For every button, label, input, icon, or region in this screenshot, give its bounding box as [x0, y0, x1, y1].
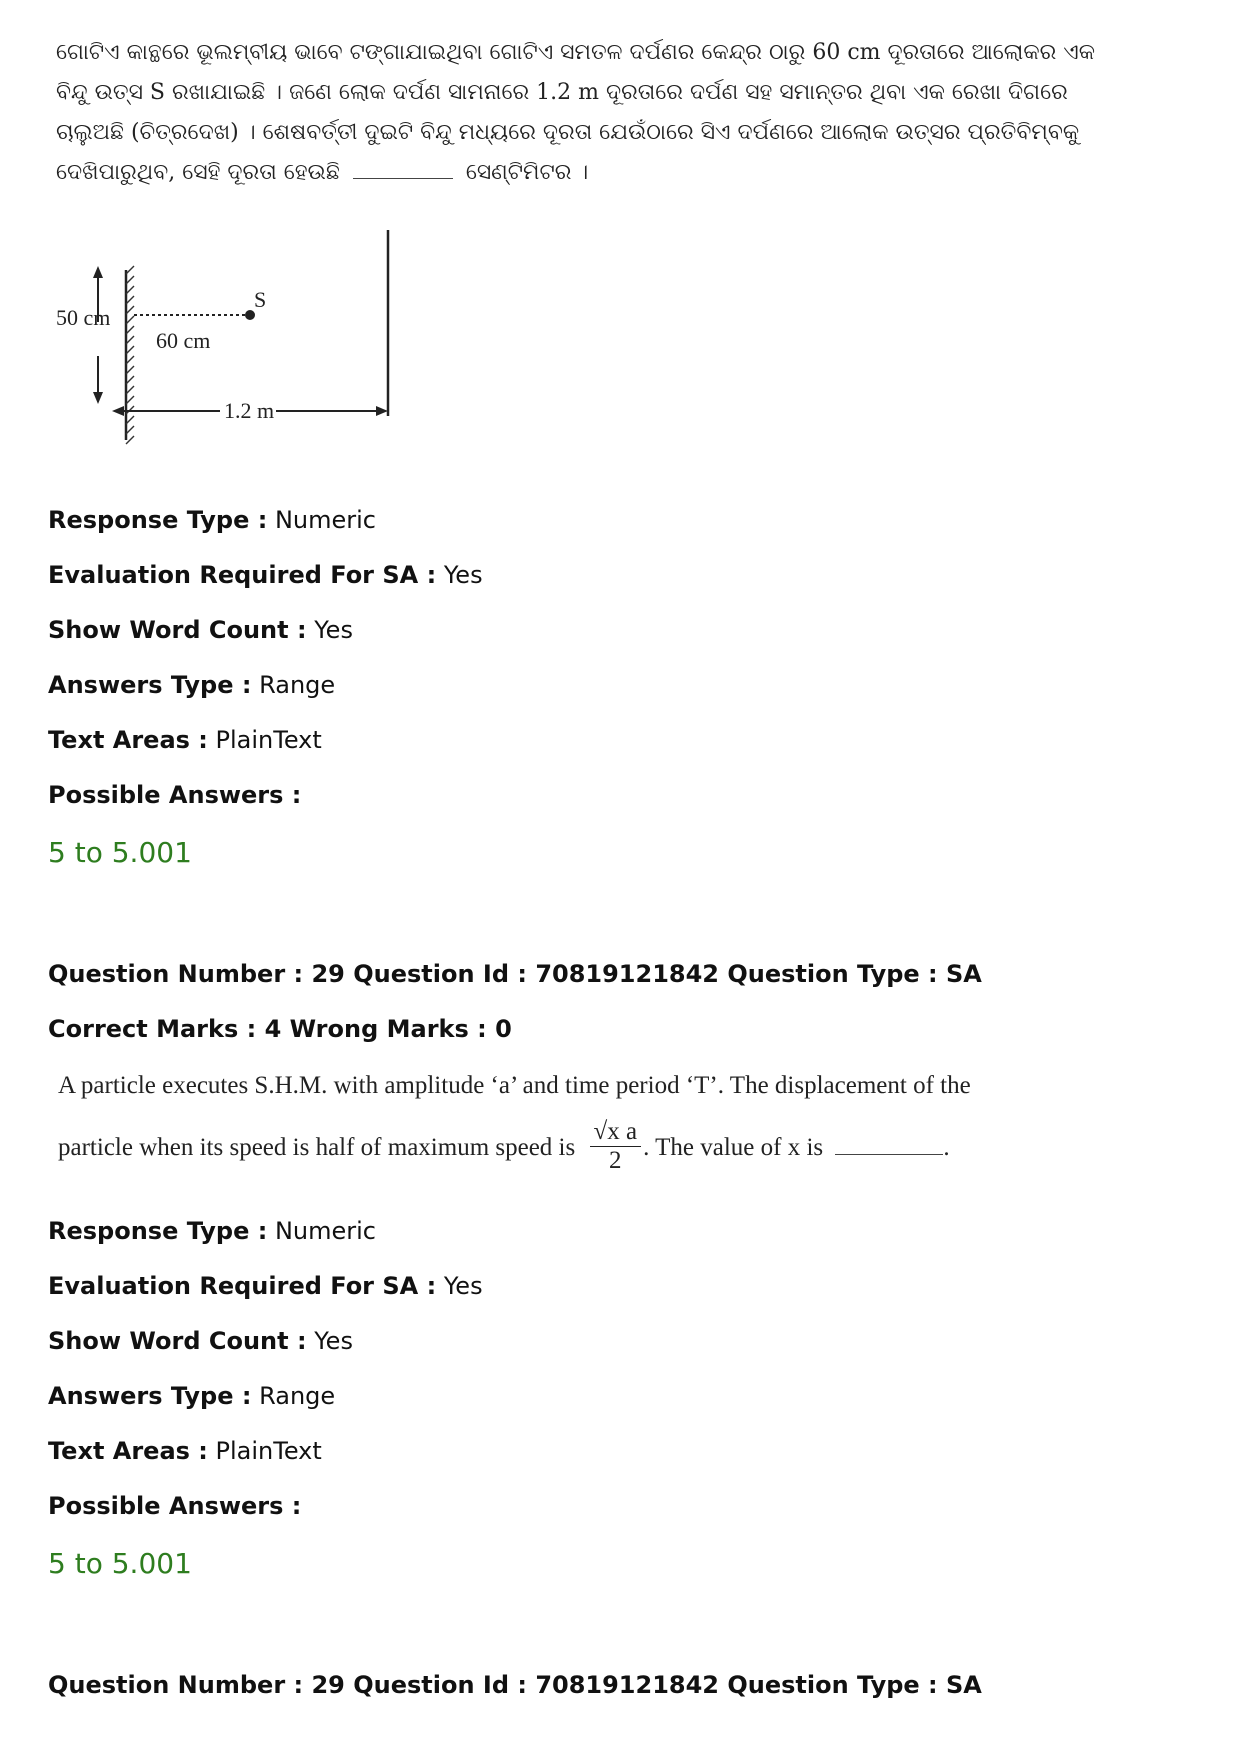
meta-answers-type: Answers Type : Range	[48, 1382, 336, 1410]
meta-evaluation-required: Evaluation Required For SA : Yes	[48, 561, 483, 589]
possible-answer: 5 to 5.001	[48, 836, 192, 869]
question-line: A particle executes S.H.M. with amplitude ‘a’ and time period ‘T’. The displacement of the	[58, 1072, 971, 1099]
question-line-start: particle when its speed is half of maximum speed is	[58, 1134, 576, 1161]
question-line: ବିନ୍ଦୁ ଉତ୍ସ S ରଖାଯାଇଛି । ଜଣେ ଲୋକ ଦର୍ପଣ ସାମନାରେ 1.2 m ଦୂରତାରେ ଦର୍ପଣ ସହ ସମାନ୍ତର ଥିବା ଏକ ରେଖା ଦିଗରେ	[56, 80, 1068, 105]
question-marks: Correct Marks : 4 Wrong Marks : 0	[48, 1015, 512, 1043]
question-line: ଚାଲୁଅଛି (ଚିତ୍ରଦେଖ) । ଶେଷବର୍ତ୍ତୀ ଦୁଇଟି ବିନ୍ଦୁ ମଧ୍ୟରେ ଦୂରତା ଯେଉଁଠାରେ ସିଏ ଦର୍ପଣରେ ଆଲୋକ ଉତ୍ସର ପ୍ରତିବିମ୍ବକୁ	[56, 120, 1080, 145]
meta-show-word-count: Show Word Count : Yes	[48, 616, 353, 644]
meta-show-word-count: Show Word Count : Yes	[48, 1327, 353, 1355]
fraction	[590, 1118, 642, 1175]
meta-text-areas: Text Areas : PlainText	[48, 726, 322, 754]
meta-text-areas: Text Areas : PlainText	[48, 1437, 322, 1465]
meta-possible-answers: Possible Answers :	[48, 781, 302, 809]
height-arrow	[93, 266, 103, 404]
fraction-denominator: 2	[609, 1147, 622, 1174]
question-line-end: . The value of x is	[643, 1134, 824, 1161]
source-label: S	[254, 287, 267, 312]
answer-blank	[835, 1154, 943, 1155]
question-line-end: ସେଣ୍ଟିମିଟର ।	[465, 160, 589, 185]
meta-answers-type: Answers Type : Range	[48, 671, 336, 699]
possible-answer: 5 to 5.001	[48, 1547, 192, 1580]
mirror-diagram	[50, 230, 470, 480]
width-label: 1.2 m	[224, 398, 275, 423]
meta-evaluation-required: Evaluation Required For SA : Yes	[48, 1272, 483, 1300]
question-line: particle when its speed is half of maximum speed is $\frac{\text{√x a}}{2}$ . The value of x is .	[58, 1118, 950, 1174]
fraction-numerator: √x a	[590, 1118, 642, 1147]
meta-possible-answers: Possible Answers :	[48, 1492, 302, 1520]
answer-blank	[353, 178, 453, 179]
question-line	[56, 160, 588, 185]
source-distance-label: 60 cm	[156, 328, 211, 353]
mirror-height-label: 50 cm	[56, 305, 111, 330]
question-header: Question Number : 29 Question Id : 70819121842 Question Type : SA	[48, 1671, 982, 1699]
meta-response-type: Response Type : Numeric	[48, 506, 376, 534]
meta-response-type: Response Type : Numeric	[48, 1217, 376, 1245]
question-header: Question Number : 29 Question Id : 70819121842 Question Type : SA	[48, 960, 982, 988]
question-line: ଗୋଟିଏ କାନ୍ଥରେ ଭୂଲମ୍ବୀୟ ଭାବେ ଟଙ୍ଗାଯାଇଥିବା ଗୋଟିଏ ସମତଳ ଦର୍ପଣର କେନ୍ଦ୍ର ଠାରୁ 60 cm ଦୂରତାରେ ଆଲୋକର ଏକ	[56, 40, 1095, 65]
question-line-start: ଦେଖିପାରୁଥିବ, ସେହି ଦୂରତା ହେଉଛି	[56, 160, 340, 185]
